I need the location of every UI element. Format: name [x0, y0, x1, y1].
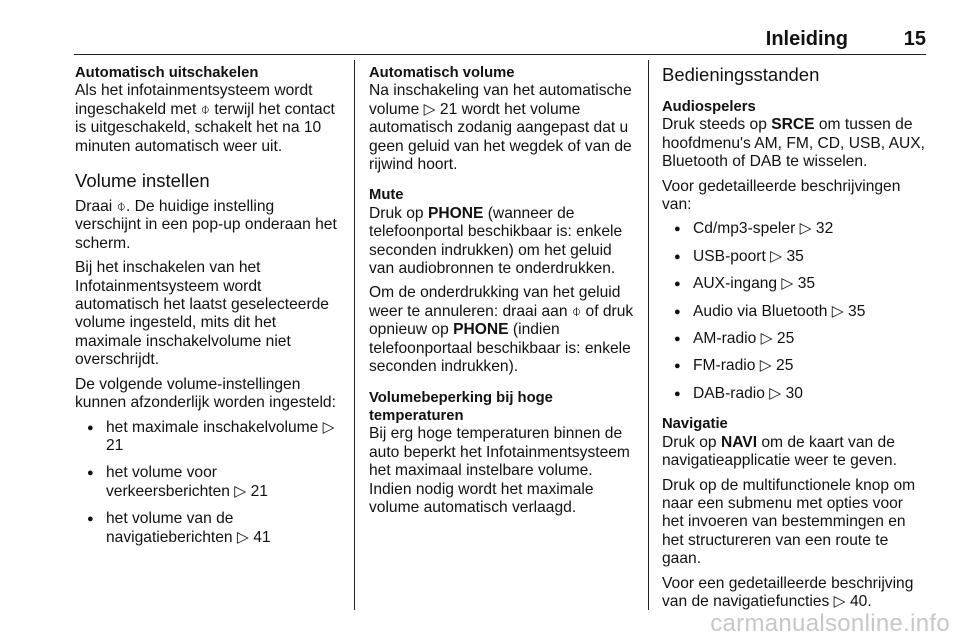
list-item: ● FM-radio ▷ 25 — [662, 357, 928, 375]
column-3 — [662, 64, 928, 617]
temperature-heading: Volumebeperking bij hoge temperaturen — [369, 389, 553, 424]
audio-heading: Audiospelers — [662, 99, 756, 115]
auto-off-heading: Automatisch uitschakelen — [75, 65, 259, 81]
auto-volume-text: Na inschakeling van het automatische volume ▷ 21 wordt het volume automatisch zodanig aangepast dat u geen geluid van het wegdek of van de rijwind hoort. — [369, 82, 632, 174]
modes-heading: Bedieningsstanden — [662, 64, 820, 85]
phone-key-label: PHONE — [453, 321, 509, 339]
navi-key-label: NAVI — [720, 433, 758, 451]
mute-paragraph-1: Druk op PHONE (wanneer de telefoonportal beschikbaar is: enkele seconden indrukken) om het geluid van audiobronnen te onderdrukken. — [369, 204, 623, 278]
watermark: carmanualsonline.info — [710, 610, 950, 637]
navigation-paragraph-2: Druk op de multifunctionele knop om naar een submenu met opties voor het invoeren van bestemmingen en het structureren van een route te gaan. — [662, 476, 916, 568]
list-item: ● het maximale inschakelvolume ▷ 21 — [75, 419, 343, 456]
list-item: ● het volume voor verkeersberichten ▷ 21 — [75, 464, 343, 501]
list-item: ● AM-radio ▷ 25 — [662, 330, 928, 348]
page-header — [74, 26, 926, 56]
list-item: ● AUX-ingang ▷ 35 — [662, 275, 928, 293]
temperature-text: Bij erg hoge temperaturen binnen de auto beperkt het Infotainmentsysteem het maximaal instelbare volume. Indien nodig wordt het maximale volume automatisch verlaagd. — [369, 425, 630, 516]
audio-paragraph-2: Voor gedetailleerde beschrijvingen van: — [662, 177, 901, 214]
auto-volume-heading: Automatisch volume — [369, 65, 515, 81]
volume-paragraph-1: Draai ⌽. De huidige instelling verschijnt in een pop-up onderaan het scherm. — [75, 198, 337, 252]
audio-paragraph-1: Druk steeds op SRCE om tussen de hoofdmenu's AM, FM, CD, USB, AUX, Bluetooth of DAB te wisselen. — [662, 116, 925, 171]
volume-paragraph-3: De volgende volume-instellingen kunnen afzonderlijk worden ingesteld: — [75, 375, 336, 412]
navigation-heading: Navigatie — [662, 416, 728, 433]
navigation-paragraph-3: Voor een gedetailleerde beschrijving van de navigatiefuncties ▷ 40. — [662, 574, 914, 610]
list-item: ● Audio via Bluetooth ▷ 35 — [662, 303, 928, 321]
mute-paragraph-2: Om de onderdrukking van het geluid weer te annuleren: draai aan ⌽ of druk opnieuw op PHONE (indien telefoonportaal beschikbaar is: enkele seconden indrukken). — [369, 284, 634, 376]
volume-paragraph-2: Bij het inschakelen van het Infotainmentsysteem wordt automatisch het laatst geselecteerde volume ingesteld, mits dit het maximale inschakelvolume niet overschrijdt. — [75, 259, 329, 369]
volume-heading: Volume instellen — [75, 170, 210, 192]
column-divider-1 — [354, 60, 355, 610]
srce-key-label: SRCE — [771, 116, 815, 134]
section-title: Inleiding — [765, 28, 848, 50]
volume-settings-list — [75, 419, 343, 547]
list-item: ● Cd/mp3-speler ▷ 32 — [662, 220, 928, 238]
navigation-paragraph-1: Druk op NAVI om de kaart van de navigatieapplicatie weer te geven. — [662, 433, 897, 470]
mute-heading: Mute — [369, 187, 404, 204]
auto-off-text: Als het infotainmentsysteem wordt ingeschakeld met ⌽ terwijl het contact is uitgeschakeld, schakelt het na 10 minuten automatisch weer uit. — [75, 82, 335, 155]
header-rule — [74, 54, 926, 55]
page-number: 15 — [903, 28, 926, 50]
column-2 — [369, 64, 637, 523]
audio-sources-list — [662, 220, 928, 403]
list-item: ● het volume van de navigatieberichten ▷ 41 — [75, 510, 343, 547]
list-item: ● USB-poort ▷ 35 — [662, 248, 928, 266]
column-1 — [75, 64, 343, 556]
list-item: ● DAB-radio ▷ 30 — [662, 385, 928, 403]
column-divider-2 — [648, 60, 649, 610]
phone-key-label: PHONE — [427, 204, 484, 222]
